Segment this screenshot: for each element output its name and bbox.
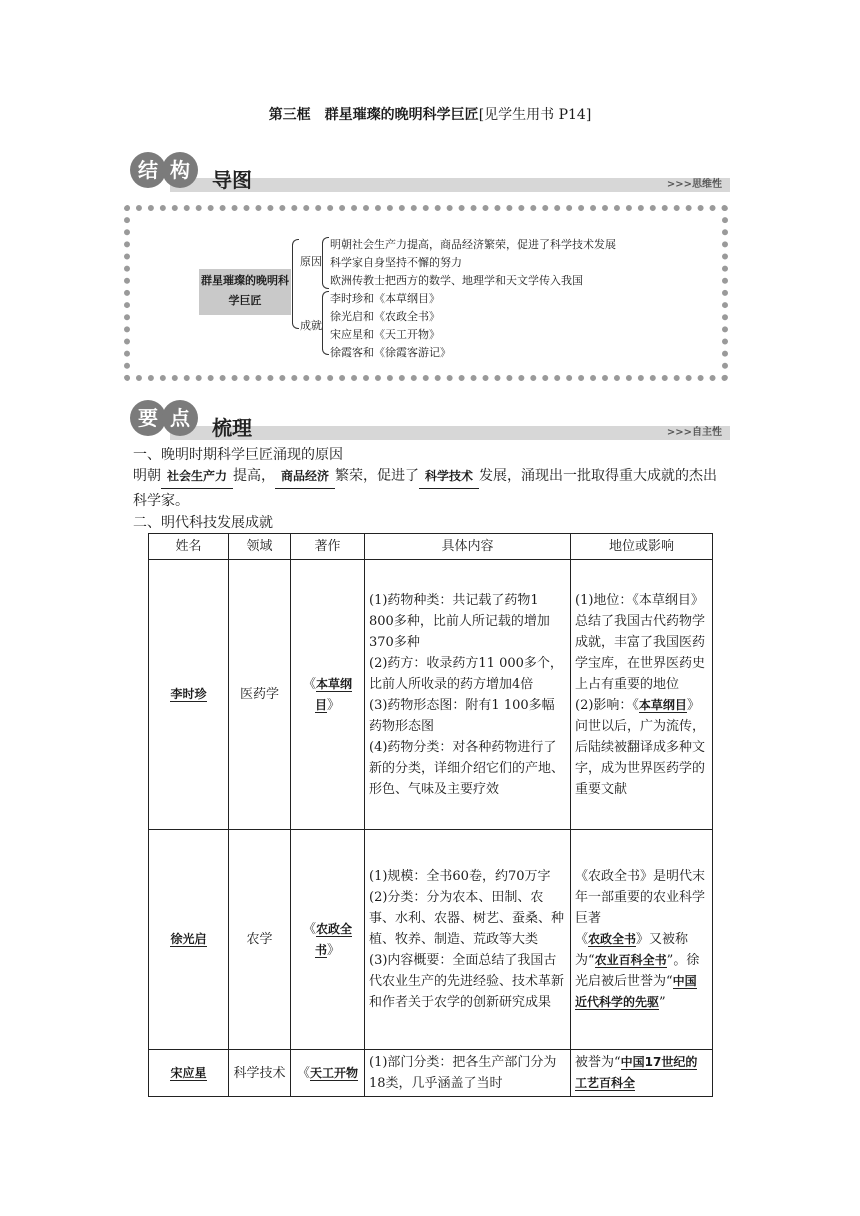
table-row: 李时珍 医药学 《本草纲目》 (1)药物种类：共记载了药物1 800多种，比前人所记载的增加370多种 (2)药方：收录药方11 000多个，比前人所收录的药方增加4倍 (3)药物形态图：附有1 100多幅药物形态图 (4)药物分类：对各种药物进行了新的分类，详细介绍它们的产地、形色、气味及主要疗效 (1)地位：《本草纲目》总结了我国古代药物学成就，丰富了我国医药学宝库，在世界医药史上占有重要的地位 (2)影响：《本草纲目》问世以后，广为流传，后陆续被翻译成多种文字，成为世界医药学的重要文献 bbox=[149, 560, 713, 830]
section1-heading: 一、晚明时期科学巨匠涌现的原因 bbox=[133, 447, 343, 463]
achievements-table bbox=[148, 533, 713, 1097]
table-header-row: 姓名 领域 著作 具体内容 地位或影响 bbox=[149, 534, 713, 560]
table-row: 宋应星 科学技术 《天工开物 (1)部门分类：把各生产部门分为18类，几乎涵盖了当时 被誉为“中国17世纪的工艺百科全 bbox=[149, 1050, 713, 1097]
structure-banner: 结 构 导图 >>>思维性 bbox=[130, 152, 730, 196]
mind-map: 群星璀璨的晚明科学巨匠 原因 成就 明朝社会生产力提高，商品经济繁荣，促进了科学技术发展 科学家自身坚持不懈的努力 欧洲传教士把西方的数学、地理学和天文学传入我国 李时珍和《本草纲目》 徐光启和《农政全书》 宋应星和《天工开物》 徐霞客和《徐霞客游记》 bbox=[124, 205, 728, 381]
mind-map-center: 群星璀璨的晚明科学巨匠 bbox=[199, 269, 291, 315]
section1-paragraph: 明朝 社会生产力 提高， 商品经济 繁荣，促进了 科学技术 发展，涌现出一批取得重大成就的杰出科学家。 bbox=[133, 464, 731, 513]
page-title: 第三框 群星璀璨的晚明科学巨匠[见学生用书 P14] bbox=[268, 107, 592, 123]
section2-heading: 二、明代科技发展成就 bbox=[133, 515, 273, 531]
table-row: 徐光启 农学 《农政全书》 (1)规模：全书60卷，约70万字 (2)分类：分为农本、田制、农事、水利、农器、树艺、蚕桑、种植、牧养、制造、荒政等大类 (3)内容概要：全面总结了我国古代农业生产的先进经验、技术革新和作者关于农学的创新研究成果 《农政全书》是明代末年一部重要的农业科学巨著 《农政全书》又被称为“农业百科全书”。徐光启被后世誉为“中国近代科学的先驱” bbox=[149, 830, 713, 1050]
key-points-banner: 要 点 梳理 >>>自主性 bbox=[130, 400, 730, 444]
